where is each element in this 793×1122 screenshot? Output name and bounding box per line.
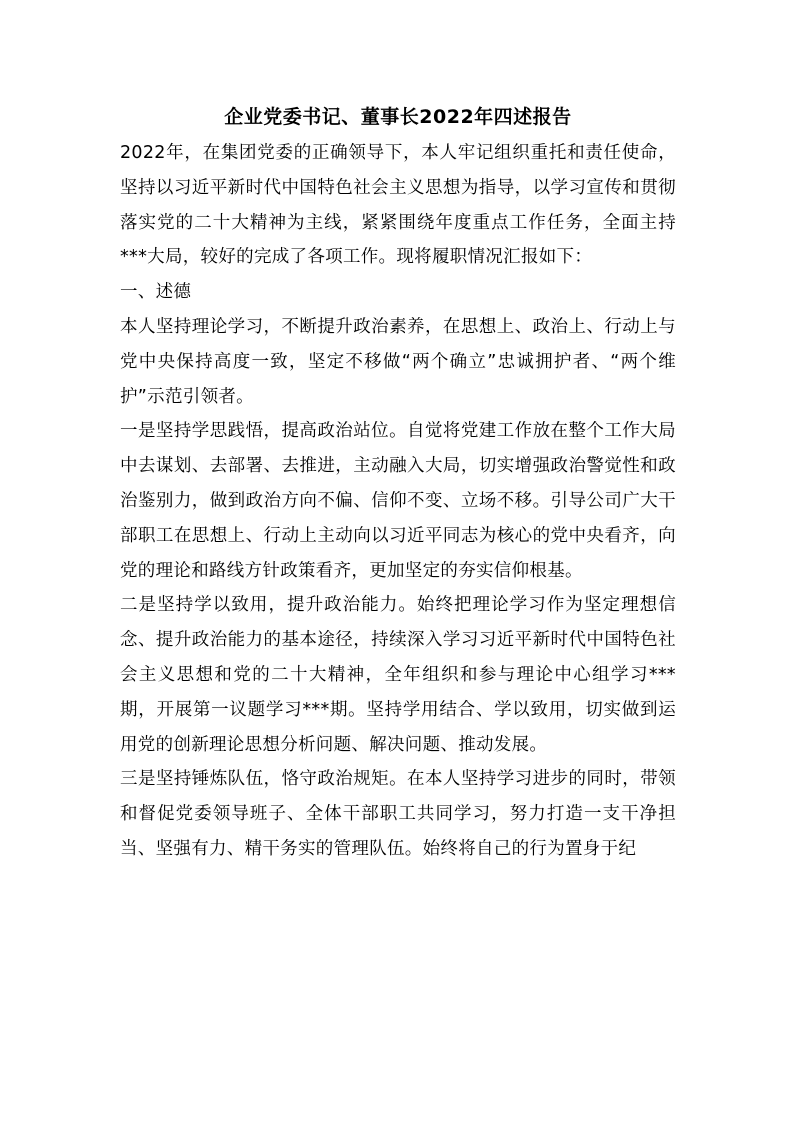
section-heading-morality: 一、述德 [120, 282, 192, 303]
intro-paragraph: 2022年，在集团党委的正确领导下，本人牢记组织重托和责任使命，坚持以习近平新时代中国特色社会主义思想为指导，以学习宣传和贯彻落实党的二十大精神为主线，紧紧围绕年度重点工作任务，全面主持***大局，较好的完成了各项工作。现将履职情况汇报如下： [120, 143, 676, 268]
document-title: 企业党委书记、董事长2022年四述报告 [224, 106, 572, 128]
point-two-paragraph: 二是坚持学以致用，提升政治能力。始终把理论学习作为坚定理想信念、提升政治能力的基本途径，持续深入学习习近平新时代中国特色社会主义思想和党的二十大精神，全年组织和参与理论中心组学习***期，开展第一议题学习***期。坚持学用结合、学以致用，切实做到运用党的创新理论思想分析问题、解决问题、推动发展。 [120, 595, 676, 755]
document-body [120, 98, 676, 867]
point-three-paragraph: 三是坚持锤炼队伍，恪守政治规矩。在本人坚持学习进步的同时，带领和督促党委领导班子、全体干部职工共同学习，努力打造一支干净担当、坚强有力、精干务实的管理队伍。始终将自己的行为置身于纪 [120, 769, 676, 859]
morality-summary-paragraph: 本人坚持理论学习，不断提升政治素养，在思想上、政治上、行动上与党中央保持高度一致，坚定不移做“两个确立”忠诚拥护者、“两个维护”示范引领者。 [120, 316, 676, 407]
point-one-paragraph: 一是坚持学思践悟，提高政治站位。自觉将党建工作放在整个工作大局中去谋划、去部署、去推进，主动融入大局，切实增强政治警觉性和政治鉴别力，做到政治方向不偏、信仰不变、立场不移。引导公司广大干部职工在思想上、行动上主动向以习近平同志为核心的党中央看齐，向党的理论和路线方针政策看齐，更加坚定的夯实信仰根基。 [120, 421, 676, 581]
